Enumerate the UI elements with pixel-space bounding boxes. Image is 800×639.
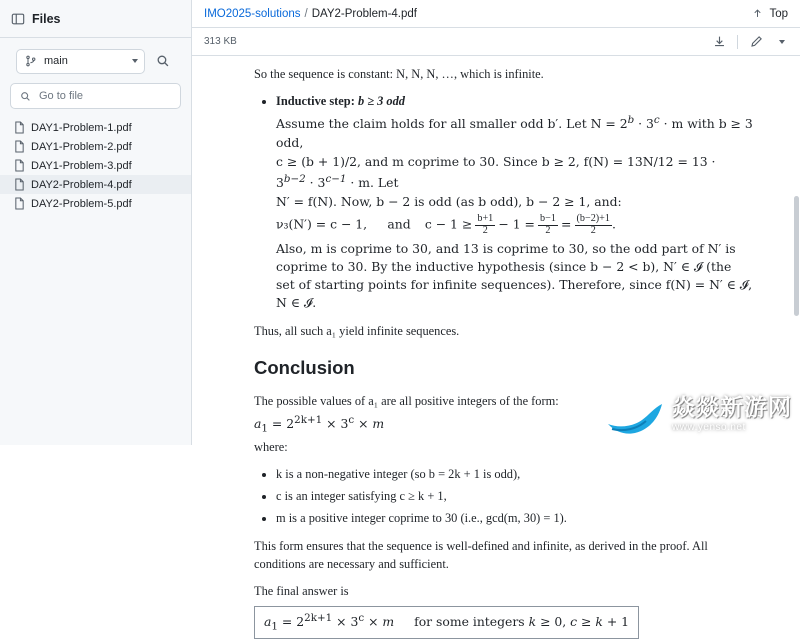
file-list xyxy=(0,118,191,213)
fraction-numerator: (b−2)+1 xyxy=(576,213,610,225)
inductive-step-condition: b ≥ 3 odd xyxy=(357,93,406,108)
inductive-body-line1c: · m with b ≥ 3 odd, xyxy=(276,116,753,151)
list-item: • m is a positive integer coprime to 30 (i.e., gcd(m, 30) = 1). xyxy=(276,510,753,528)
divider xyxy=(737,35,738,49)
list-item-label: DAY2-Problem-5.pdf xyxy=(31,197,132,210)
branch-row xyxy=(8,45,183,77)
conditions-list xyxy=(254,466,753,528)
chevron-down-icon[interactable] xyxy=(774,34,790,50)
thus-line: Thus, all such a₁ yield infinite sequences. xyxy=(254,324,460,339)
document-scrollbar[interactable] xyxy=(793,56,800,639)
watermark-url: www.yenso.net xyxy=(672,421,746,433)
list-item[interactable] xyxy=(0,194,191,213)
list-item-label: DAY1-Problem-3.pdf xyxy=(31,159,132,172)
final-answer-box: $a_1 = 2^{2k+1} \times 3^c \times m$ for some integers k ≥ 0, c ≥ k + 1 xyxy=(254,606,639,639)
sidebar-search-button[interactable] xyxy=(151,49,175,73)
scroll-to-top-button[interactable] xyxy=(750,6,788,21)
fraction-numerator: b+1 xyxy=(477,213,494,225)
file-icon xyxy=(14,178,25,191)
fraction-1 xyxy=(475,214,495,236)
pencil-icon[interactable] xyxy=(748,34,764,50)
file-size: 313 KB xyxy=(204,36,237,47)
list-item-label: DAY2-Problem-4.pdf xyxy=(31,178,132,191)
page-title: Conclusion xyxy=(254,357,355,379)
inductive-step-body: Assume the claim holds for all smaller odd b′. Let $N = 2^b \cdot 3^c \cdot m$ with b ≥ 3 odd, c ≥ (b + 1)/2, and m coprime to 30. Since b ≥ 2, $f(N) = 13N/12 = 13 \cdot 3^{b-2} \cdot 3^{c-1} \cdot m$. Let N′ = f(N). Now, b − 2 is odd (as b odd), b − 2 ≥ 1, and: ν₃(N′) = c − 1, and c − 1 ≥ $\frac{b+1}{2}$ − 1 = $\frac{b-1}{2}$ = $\frac{(b-2)+1}{2}$ . Also, m is coprime to 30, and 13 is coprime to 30, so the odd part of N′ is coprime to 30. By the inductive hypothesis (since b − 2 < b), N′ ∈ 𝓘 (the set of starting points for infinite sequences). Therefore, since f(N) = N′ ∈ 𝓘, N ∈ 𝓘. xyxy=(276,113,753,311)
list-item: • k is a non-negative integer (so b = 2k + 1 is odd), xyxy=(276,466,753,484)
file-actions xyxy=(711,34,790,50)
branch-label: main xyxy=(44,55,68,67)
line-c-def-pre: c ≥ (b + 1)/2, and m coprime to 30. Since b ≥ 2, f(N) = 13N/12 = 13 · 3 xyxy=(276,154,716,191)
inductive-body-line1b: · 3 xyxy=(634,116,654,132)
inductive-body-line1: Assume the claim holds for all smaller odd b′. Let N = 2 xyxy=(276,116,628,132)
document-content xyxy=(192,56,793,639)
main-formula: $a_1 = 2^{2k+1} \times 3^c \times m$ xyxy=(254,414,385,435)
inductive-body-line2: c ≥ (b + 1)/2, and m coprime to 30. Since b ≥ 2, $f(N) = 13N/12 = 13 \cdot 3^{b-2} \cdot 3^{c-1} \cdot m$. Let xyxy=(276,154,716,191)
fraction-denominator: 2 xyxy=(475,225,495,237)
watermark-brand: 焱燚新游网 xyxy=(672,393,792,420)
go-to-file-input[interactable] xyxy=(39,90,173,102)
fraction-3 xyxy=(575,214,612,236)
document-viewport xyxy=(192,56,800,639)
inductive-step-label: Inductive step: xyxy=(276,93,355,108)
nu-line-b: c − 1 ≥ xyxy=(424,216,473,232)
also-line: Also, m is coprime to 30, and 13 is coprime to 30, so the odd part of N′ is coprime to 30. By the inductive hypothesis (since b − 2 < b), N′ ∈ 𝓘 (the set of starting points for infinite sequences). Therefore, since f(N) = N′ ∈ 𝓘, N ∈ 𝓘. xyxy=(276,241,753,311)
sidebar-header xyxy=(0,0,191,38)
nu-line-and: and xyxy=(387,216,411,232)
scrollbar-thumb[interactable] xyxy=(794,196,799,316)
list-item xyxy=(276,93,753,312)
fraction-denominator: 2 xyxy=(575,225,612,237)
line-c-def-post: · m. Let xyxy=(346,175,399,191)
breadcrumb-repo-link[interactable]: IMO2025-solutions xyxy=(204,7,301,20)
file-meta-bar xyxy=(192,28,800,56)
list-item[interactable] xyxy=(0,156,191,175)
sidebar xyxy=(0,0,192,445)
inductive-body-line4: ν₃(N′) = c − 1, and c − 1 ≥ $\frac{b+1}{2}$ − 1 = $\frac{b-1}{2}$ = $\frac{(b-2)+1}{2}$ . xyxy=(276,213,616,236)
branch-icon xyxy=(23,54,38,69)
chevron-down-icon xyxy=(132,59,138,63)
breadcrumb xyxy=(192,0,800,28)
scroll-to-top-label: Top xyxy=(769,7,788,20)
where-label: where: xyxy=(254,439,288,454)
list-item-label: DAY1-Problem-1.pdf xyxy=(31,121,132,134)
nu-line-end: . xyxy=(611,216,616,232)
doc-line-constant: So the sequence is constant: N, N, N, …, which is infinite. xyxy=(254,67,544,81)
inductive-step-list xyxy=(254,93,753,312)
list-item-label: DAY1-Problem-2.pdf xyxy=(31,140,132,153)
files-icon xyxy=(10,11,25,26)
fraction-denominator: 2 xyxy=(538,225,558,237)
fraction-numerator: b−1 xyxy=(540,213,556,225)
sidebar-title: Files xyxy=(32,11,61,26)
form-ensures-line: This form ensures that the sequence is well-defined and infinite, as derived in the proof. All conditions are necessary and sufficient. xyxy=(254,538,708,571)
file-icon xyxy=(14,197,25,210)
nu-line-b2: − 1 = xyxy=(498,216,535,232)
list-item[interactable] xyxy=(0,137,191,156)
main-pane xyxy=(192,0,800,633)
search-icon xyxy=(18,89,33,104)
file-icon xyxy=(14,140,25,153)
download-icon[interactable] xyxy=(711,34,727,50)
possible-values-line: The possible values of a₁ are all positive integers of the form: xyxy=(254,394,559,409)
file-icon xyxy=(14,121,25,134)
file-filter[interactable] xyxy=(10,83,181,109)
fraction-2 xyxy=(538,214,558,236)
final-answer-label: The final answer is xyxy=(254,583,349,598)
list-item[interactable] xyxy=(0,118,191,137)
branch-selector[interactable] xyxy=(16,49,145,74)
breadcrumb-separator: / xyxy=(304,7,308,20)
inductive-body-line3: N′ = f(N). Now, b − 2 is odd (as b odd), b − 2 ≥ 1, and: xyxy=(276,194,622,210)
arrow-up-icon xyxy=(750,6,765,21)
list-item: • c is an integer satisfying c ≥ k + 1, xyxy=(276,488,753,506)
breadcrumb-current-file: DAY2-Problem-4.pdf xyxy=(311,7,417,20)
nu-line-a: ν₃(N′) = c − 1, xyxy=(276,216,368,232)
file-icon xyxy=(14,159,25,172)
list-item-selected[interactable] xyxy=(0,175,191,194)
